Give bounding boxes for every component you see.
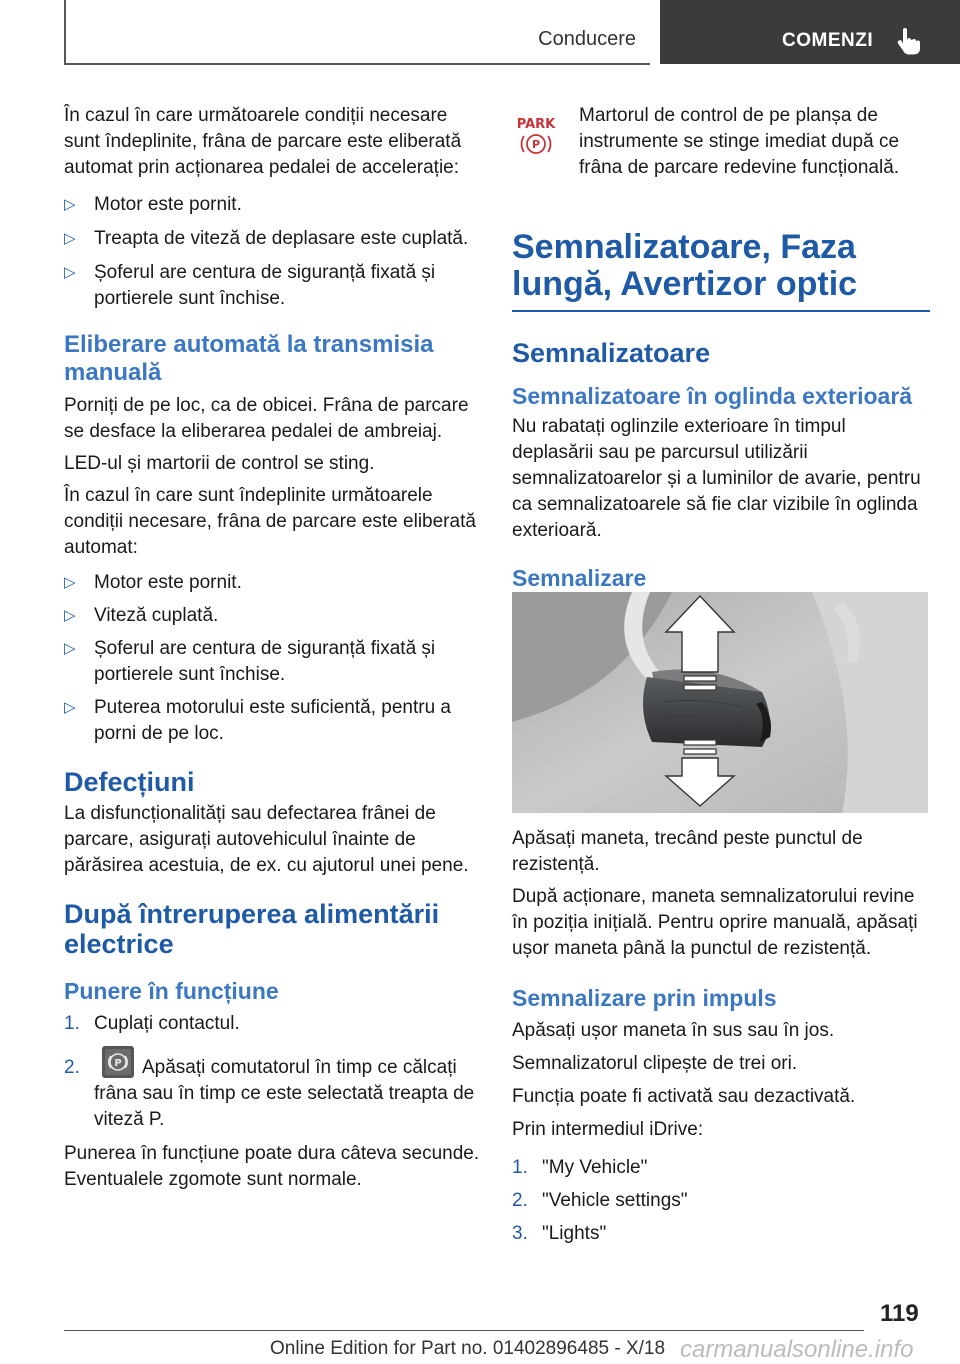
list-item: ▷ Viteză cuplată. [64,603,480,629]
heading-mirror-signals: Semnalizatoare în oglinda exterioară [512,383,913,409]
paragraph: LED-ul și martorii de control se sting. [64,453,375,474]
park-note [579,103,931,181]
list-item: ▷ Șoferul are centura de siguranță fixată și portierele sunt închise. [64,638,436,685]
heading-signaling: Semnalizare [512,565,647,591]
header-bottom-border [64,63,650,65]
heading-commissioning: Punere în funcțiune [64,978,279,1004]
heading-power-interruption: După întreruperea alimentării electrice [64,899,440,959]
paragraph: Funcția poate fi activată sau dezactivată. [512,1086,856,1107]
paragraph: Punerea în funcțiune poate dura câteva secunde. Eventualele zgomote sunt normale. [64,1143,480,1190]
triangle-bullet-icon: ▷ [64,230,76,247]
list-item: 3. "Lights" [512,1223,607,1244]
list-item: ▷ Motor este pornit. [64,192,480,218]
right-column-lower [512,826,930,1247]
chapter-tab-label: COMENZI [782,30,874,51]
svg-text:P: P [114,1058,122,1069]
triangle-bullet-icon: ▷ [64,699,76,716]
left-column [64,103,480,1193]
triangle-bullet-icon: ▷ [64,640,76,657]
list-item: 2. Apăsați comutatorul în timp ce călcați frâna sau în timp ce este selectată treapta de viteză P. [64,1057,475,1130]
edition-info: Online Edition for Part no. 01402896485 - X/18 [270,1338,666,1359]
triangle-bullet-icon: ▷ [64,196,76,213]
section-title: Conducere [538,28,636,50]
list-item: 1. "My Vehicle" [512,1157,648,1178]
page-number: 119 [880,1300,919,1327]
list-item: ▷ Șoferul are centura de siguranță fixată și portierele sunt închise. [64,262,436,309]
list-item: ▷ Puterea motorului este suficientă, pentru a porni de pe loc. [64,697,451,744]
svg-text:P: P [531,138,541,151]
triangle-bullet-icon: ▷ [64,264,76,281]
heading-pulse-signaling: Semnalizare prin impuls [512,985,777,1011]
triangle-bullet-icon: ▷ [64,574,76,591]
park-warning-icon [512,112,560,160]
paragraph: La disfuncționalități sau defectarea frânei de parcare, asigurați autovehiculul înainte de părăsirea acestuia, de ex. cu ajutorul unei pene. [64,803,469,876]
paragraph: Prin intermediul iDrive: [512,1119,704,1140]
pointing-hand-icon [893,26,923,56]
triangle-bullet-icon: ▷ [64,607,76,624]
paragraph: Martorul de control de pe planșa de instrumente se stinge imediat după ce frâna de parcare redevine funcțională. [579,105,900,178]
paragraph: Nu rabatați oglinzile exterioare în timpul deplasării sau pe parcursul utilizării semnalizatoarelor și a luminilor de avarie, pentru ca semnalizatoarele să fie clar vizibile în oglinda exterioară. [512,416,921,541]
list-item: 1. Cuplați contactul. [64,1013,240,1034]
heading-defects: Defecțiuni [64,767,195,797]
list-item: ▷ Motor este pornit. [64,570,480,596]
right-column [512,229,930,592]
list-item: 2. "Vehicle settings" [512,1190,688,1211]
paragraph: În cazul în care sunt îndeplinite următoarele condiții necesare, frâna de parcare este eliberată automat: [64,485,476,558]
heading-turn-signals-main: Semnalizatoare, Faza lungă, Avertizor optic [512,228,858,303]
parking-brake-switch-icon [102,1046,134,1078]
list-item: ▷ Treapta de viteză de deplasare este cuplată. [64,226,480,252]
paragraph: Apăsați maneta, trecând peste punctul de rezistență. [512,828,863,875]
paragraph: Porniți de pe loc, ca de obicei. Frâna de parcare se desface la eliberarea pedalei de ambreiaj. [64,395,469,442]
paragraph: Apăsați ușor maneta în sus sau în jos. [512,1020,835,1041]
paragraph: Semnalizatorul clipește de trei ori. [512,1053,798,1074]
turn-signal-stalk-illustration [512,592,928,813]
footer-rule [64,1330,864,1331]
heading-turn-signals: Semnalizatoare [512,338,711,368]
paragraph: După acționare, maneta semnalizatorului revine în poziția inițială. Pentru oprire manuală, apăsați ușor maneta până la punctul de rezistență. [512,886,918,959]
svg-text:PARK: PARK [516,117,556,132]
watermark: carmanualsonline.info [680,1336,914,1363]
heading-manual-release: Eliberare automată la transmisia manuală [64,331,434,386]
intro-paragraph: În cazul în care următoarele condiții necesare sunt îndeplinite, frâna de parcare este eliberată automat prin acționarea pedalei de accelerație: [64,105,462,178]
